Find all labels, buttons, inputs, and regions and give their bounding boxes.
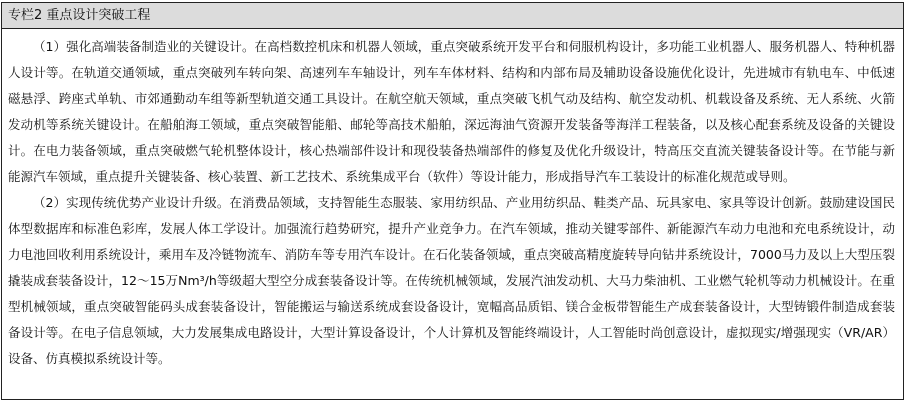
box-content [2,29,903,372]
column-box [1,2,904,400]
box-title: 专栏2 重点设计突破工程 [2,3,903,29]
paragraph-2: （2）实现传统优势产业设计升级。在消费品领域，支持智能生态服装、家用纺织品、产业用纺织品、鞋类产品、玩具家电、家具等设计创新。鼓励建设国民体型数据库和标准色彩库，发展人体工学设计。加强流行趋势研究，提升产业竞争力。在汽车领域，推动关键零部件、新能源汽车动力电池和充电系统设计，动力电池回收利用系统设计，乘用车及冷链物流车、消防车等专用汽车设计。在石化装备领域，重点突破高精度旋转导向钻井系统设计，7000马力及以上大型压裂撬装成套装备设计，12～15万Nm³/h等级超大型空分成套装备设计等。在传统机械领域，发展汽油发动机、大马力柴油机、工业燃气轮机等动力机械设计。在重型机械领域，重点突破智能码头成套装备设计，智能搬运与输送系统成套设备设计，宽幅高品质铝、镁合金板带智能生产成套装备设计，大型铸锻件制造成套装备设计等。在电子信息领域，大力发展集成电路设计，大型计算设备设计，个人计算机及智能终端设计，人工智能时尚创意设计，虚拟现实/增强现实（VR/AR）设备、仿真模拟系统设计等。 [8,195,895,366]
paragraph-1: （1）强化高端装备制造业的关键设计。在高档数控机床和机器人领域，重点突破系统开发平台和伺服机构设计，多功能工业机器人、服务机器人、特种机器人设计等。在轨道交通领域，重点突破列车转向架、高速列车车轴设计，列车车体材料、结构和内部布局及辅助设备设施优化设计，先进城市有轨电车、中低速磁悬浮、跨座式单轨、市郊通勤动车组等新型轨道交通工具设计。在航空航天领域，重点突破飞机气动及结构、航空发动机、机载设备及系统、无人系统、火箭发动机等系统关键设计。在船舶海工领域，重点突破智能船、邮轮等高技术船舶，深远海油气资源开发装备等海洋工程装备，以及核心配套系统及设备的关键设计。在电力装备领域，重点突破燃气轮机整体设计，核心热端部件设计和现役装备热端部件的修复及优化升级设计，特高压交直流关键装备设计等。在节能与新能源汽车领域，重点提升关键装备、核心装置、新工艺技术、系统集成平台（软件）等设计能力，形成指导汽车工装设计的标准化规范或导则。 [8,39,895,184]
